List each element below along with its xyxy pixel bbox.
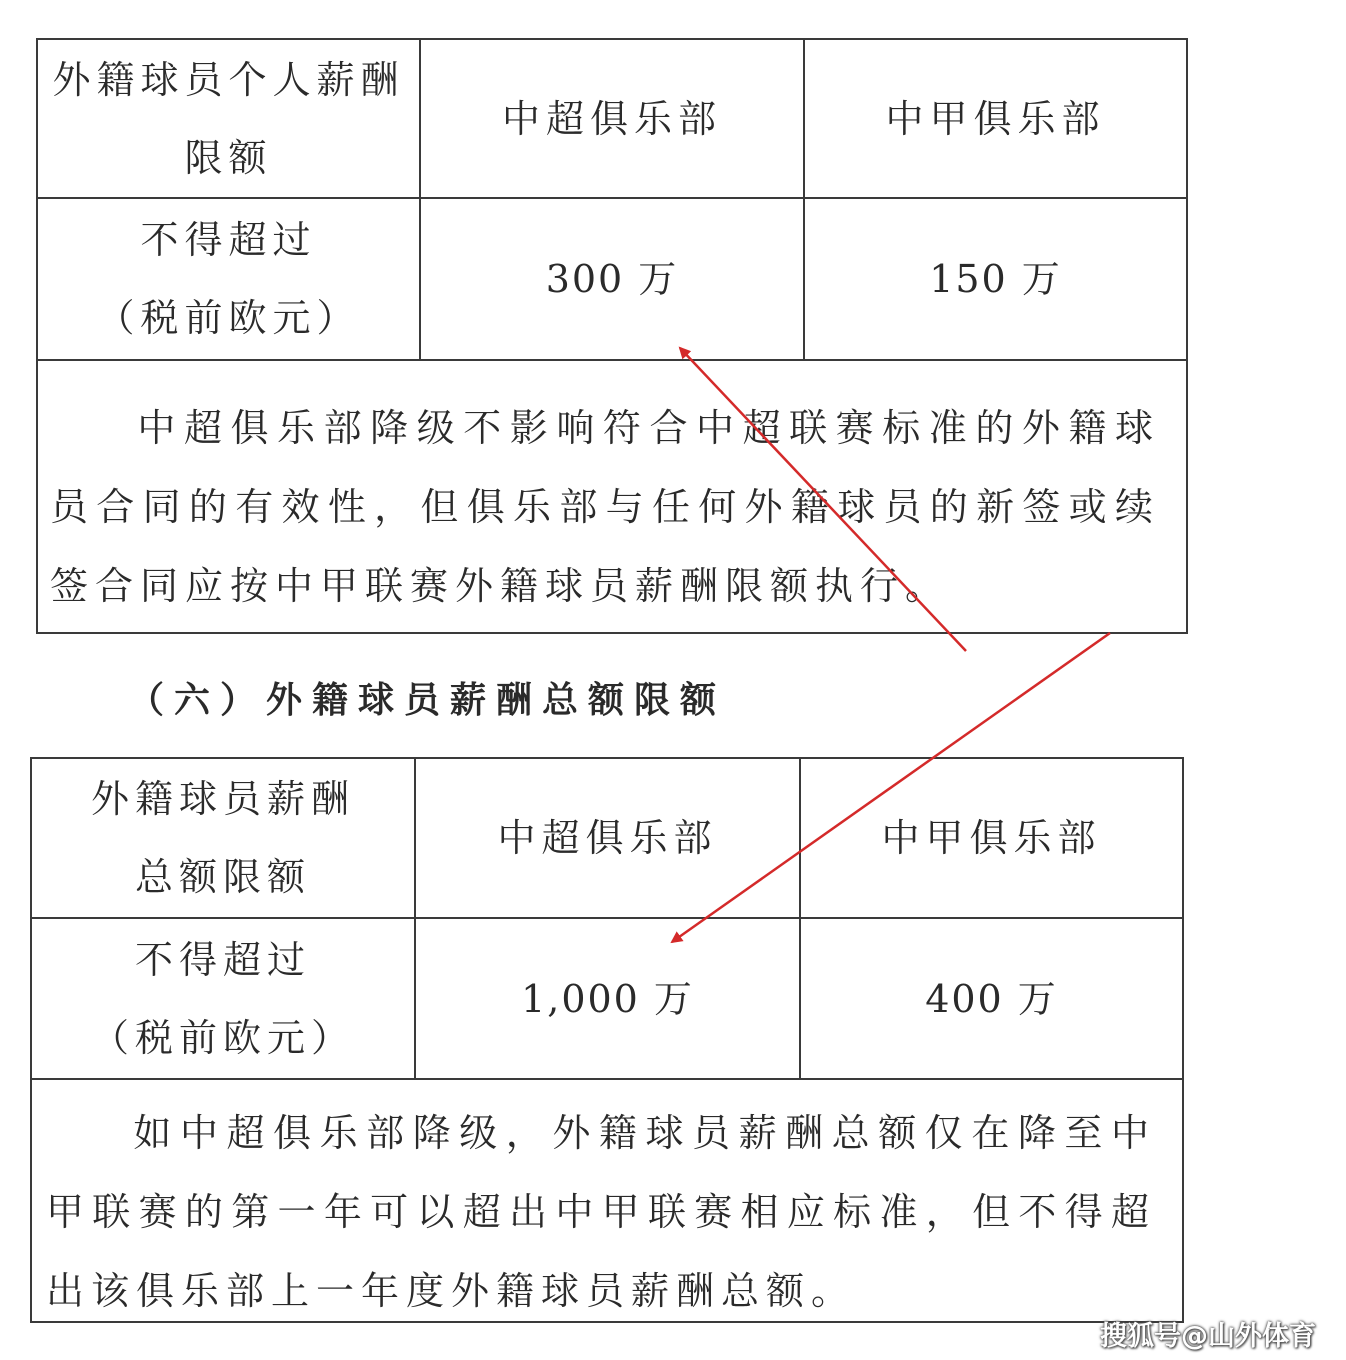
table1-value-cl1-text: 150 万 (929, 257, 1062, 301)
arrow-to-individual-cap (680, 348, 966, 651)
table1-header-label-line2: 限额 (184, 135, 273, 180)
table2-row-label-line2: （税前欧元） (90, 1015, 355, 1060)
table1-row-label-line1: 不得超过 (140, 218, 317, 262)
table1-header-cl1-text: 中甲俱乐部 (885, 96, 1106, 141)
table2-header-cl1-text: 中甲俱乐部 (881, 816, 1102, 860)
table2-header-label-line1: 外籍球员薪酬 (90, 777, 355, 821)
table2-value-csl-text: 1,000 万 (521, 976, 694, 1021)
table2-header-csl-text: 中超俱乐部 (497, 816, 718, 860)
table2-header-label-line2: 总额限额 (134, 855, 311, 899)
arrow-to-total-cap (672, 633, 1110, 942)
table1-header-label-line1: 外籍球员个人薪酬 (52, 57, 405, 102)
table1-value-csl-text: 300 万 (545, 257, 679, 301)
table1-row-label-line2: （税前欧元） (96, 296, 361, 340)
table2-row-label-line1: 不得超过 (134, 937, 311, 982)
table2-value-cl1-text: 400 万 (925, 976, 1058, 1021)
table1-header-csl-text: 中超俱乐部 (501, 96, 722, 141)
watermark: 搜狐号@山外体育 (1100, 1321, 1316, 1352)
section-heading: （六）外籍球员薪酬总额限额 (128, 679, 727, 721)
table2-note: 如中超俱乐部降级，外籍球员薪酬总额仅在降至中甲联赛的第一年可以超出中甲联赛相应标准，但不得超出该俱乐部上一年度外籍球员薪酬总额。 (46, 1111, 1156, 1313)
table1-note: 中超俱乐部降级不影响符合中超联赛标准的外籍球员合同的有效性，但俱乐部与任何外籍球员的新签或续签合同应按中甲联赛外籍球员薪酬限额执行。 (50, 406, 1160, 608)
